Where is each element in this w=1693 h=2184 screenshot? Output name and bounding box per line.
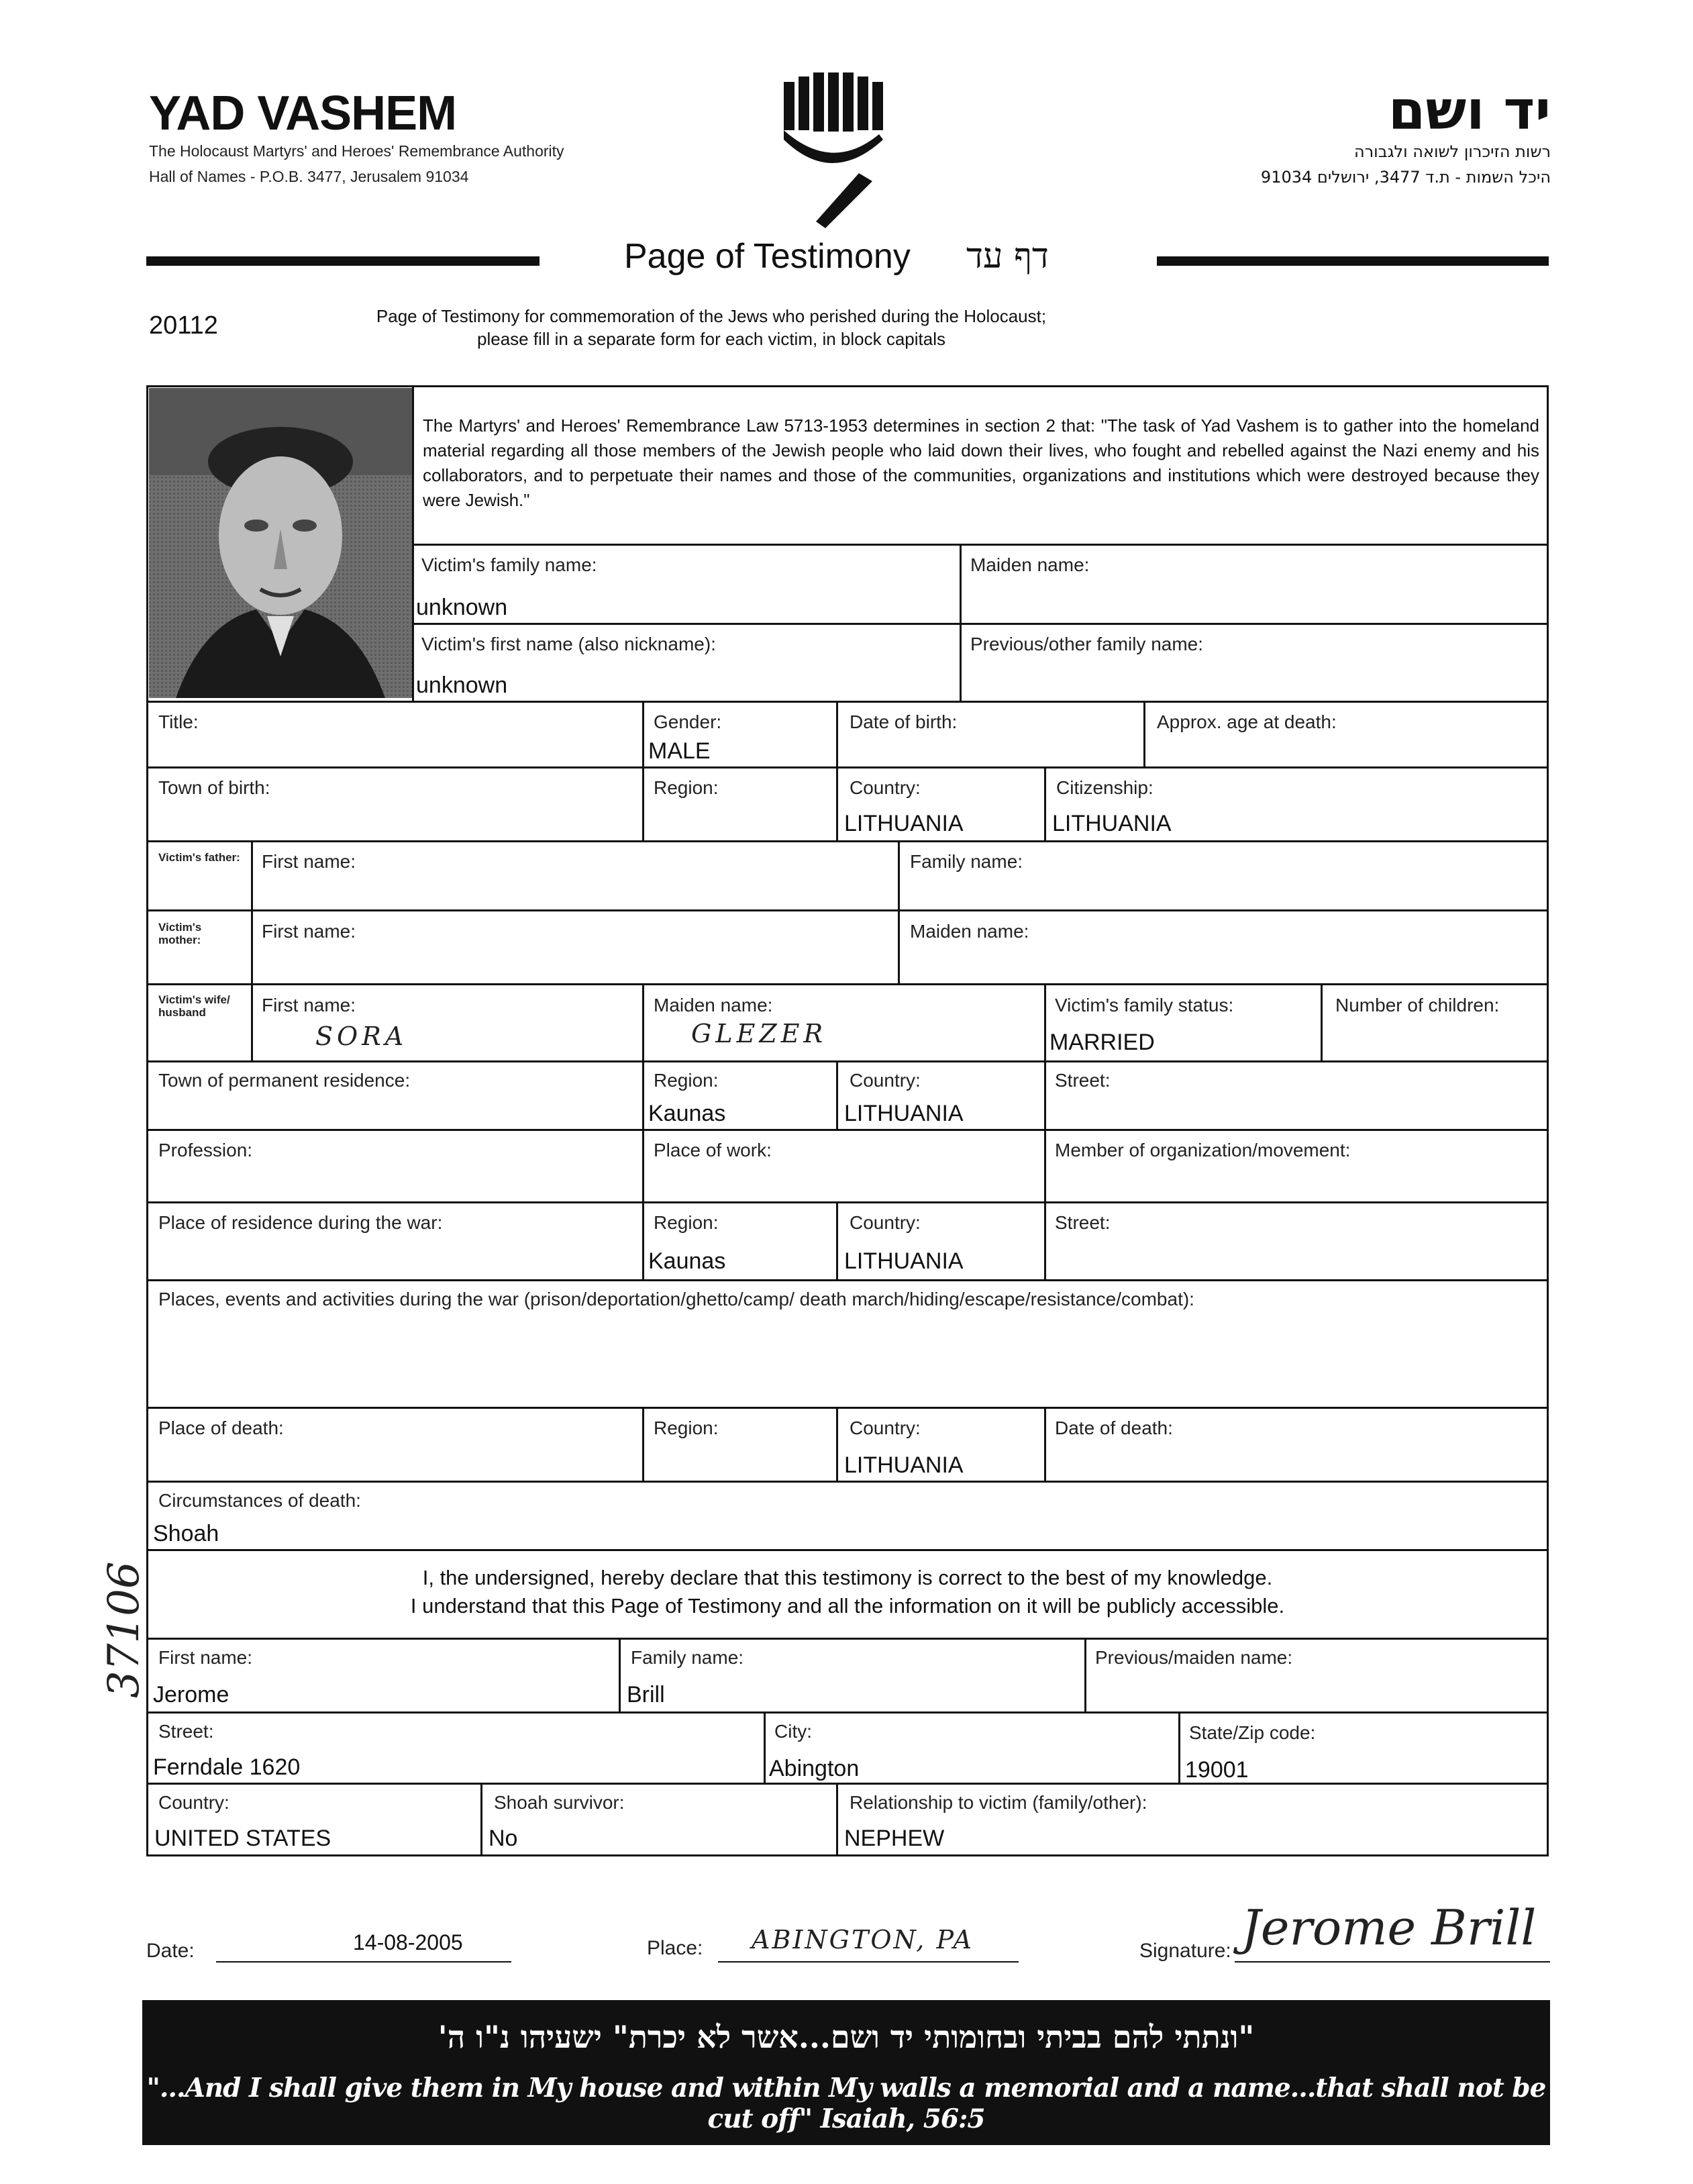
page-title: Page of Testimony [624, 237, 911, 276]
rule [1044, 1407, 1046, 1481]
footer-banner [142, 2000, 1550, 2145]
org-subtitle: The Holocaust Martyrs' and Heroes' Remembrance Authority [149, 142, 564, 160]
victim-photo [149, 388, 412, 698]
title-label: Title: [158, 711, 199, 732]
rule [146, 1638, 1549, 1640]
survivor-value: No [489, 1826, 518, 1851]
rule [1143, 701, 1145, 766]
victim-maiden-name-label: Maiden name: [970, 554, 1090, 575]
rule [412, 544, 1549, 546]
rule [146, 1279, 1549, 1281]
footer-english-quote: "...And I shall give them in My house and within My walls a memorial and a name...that shall not be cut off" Isaiah, 56:5 [146, 2073, 1546, 2134]
birth-country-label: Country: [850, 777, 921, 798]
header-rule-right [1157, 256, 1549, 266]
rule [642, 701, 644, 842]
rule [836, 701, 838, 842]
yad-vashem-logo [778, 72, 899, 234]
rule [146, 1783, 1549, 1785]
spouse-maiden-label: Maiden name: [654, 995, 773, 1015]
rule [146, 909, 1549, 911]
submitter-city-label: City: [774, 1721, 812, 1742]
rule [412, 385, 414, 701]
submitter-city: Abington [769, 1756, 860, 1781]
profession-label: Profession: [158, 1140, 253, 1160]
mother-side-label: Victim's mother: [158, 921, 202, 946]
date-label: Date: [146, 1940, 195, 1962]
rule [1084, 1638, 1086, 1711]
war-residence-label: Place of residence during the war: [158, 1212, 443, 1233]
war-country: LITHUANIA [844, 1248, 964, 1274]
victim-family-name-label: Victim's family name: [421, 554, 597, 575]
rule [480, 1783, 482, 1856]
birth-region-label: Region: [654, 777, 719, 798]
death-country-label: Country: [850, 1418, 921, 1438]
submitter-first-label: First name: [158, 1647, 253, 1668]
rule [642, 1407, 644, 1481]
residence-street-label: Street: [1055, 1070, 1111, 1091]
rule [960, 544, 962, 701]
rule [1044, 983, 1046, 1201]
children-label: Number of children: [1335, 995, 1500, 1015]
org-address: Hall of Names - P.O.B. 3477, Jerusalem 91034 [149, 168, 469, 185]
org-address-hebrew: היכל השמות - ת.ד 3477, ירושלים 91034 [1260, 168, 1551, 187]
citizenship-label: Citizenship: [1056, 777, 1153, 798]
age-label: Approx. age at death: [1157, 711, 1337, 732]
rule [146, 1201, 1549, 1203]
residence-region: Kaunas [648, 1101, 726, 1126]
submitter-country: UNITED STATES [154, 1826, 331, 1851]
family-status-label: Victim's family status: [1055, 995, 1234, 1015]
death-place-label: Place of death: [158, 1418, 284, 1438]
death-circumstances: Shoah [153, 1521, 219, 1546]
rule [836, 1783, 838, 1856]
residence-country-label: Country: [850, 1070, 921, 1091]
declaration-line-2: I understand that this Page of Testimony and all the information on it will be publicly accessible. [410, 1594, 1285, 1618]
submitter-family-label: Family name: [631, 1647, 744, 1668]
rule [146, 701, 1549, 703]
rule [146, 1060, 1549, 1062]
workplace-label: Place of work: [654, 1140, 772, 1160]
rule [1321, 983, 1323, 1060]
signature-underline [1235, 1961, 1550, 1963]
rule [642, 983, 644, 1201]
survivor-label: Shoah survivor: [494, 1792, 625, 1813]
gender-label: Gender: [654, 711, 722, 732]
date-underline [216, 1961, 511, 1963]
rule [146, 1407, 1549, 1409]
war-events-label: Places, events and activities during the war (prison/deportation/ghetto/camp/ death march/hiding/escape/resistance/combat): [158, 1289, 1194, 1309]
date-value: 14-08-2005 [353, 1930, 463, 1954]
submitter-family-name: Brill [627, 1682, 665, 1707]
war-region-label: Region: [654, 1212, 719, 1233]
margin-number: 37106 [99, 1561, 149, 1698]
rule [1044, 1201, 1046, 1279]
signature: Jerome Brill [1241, 1899, 1537, 1956]
death-region-label: Region: [654, 1418, 719, 1438]
submitter-prev-label: Previous/maiden name: [1095, 1647, 1293, 1668]
mother-first-label: First name: [262, 921, 356, 942]
residence-town-label: Town of permanent residence: [158, 1070, 411, 1091]
town-birth-label: Town of birth: [158, 777, 270, 798]
record-id: 20112 [149, 311, 218, 340]
death-date-label: Date of death: [1055, 1418, 1173, 1438]
spouse-first-name: SORA [315, 1022, 408, 1051]
submitter-first-name: Jerome [153, 1682, 229, 1707]
father-family-label: Family name: [910, 851, 1023, 872]
rule [836, 1407, 838, 1481]
rule [146, 840, 1549, 842]
rule [251, 840, 253, 1060]
signature-label: Signature: [1139, 1940, 1231, 1962]
relationship-label: Relationship to victim (family/other): [850, 1792, 1147, 1813]
org-subtitle-hebrew: רשות הזיכרון לשואה ולגבורה [1353, 142, 1551, 161]
war-country-label: Country: [850, 1212, 921, 1233]
dob-label: Date of birth: [850, 711, 958, 732]
rule [619, 1638, 621, 1711]
death-country: LITHUANIA [844, 1452, 964, 1478]
rule [1178, 1711, 1180, 1783]
submitter-zip-label: State/Zip code: [1189, 1722, 1316, 1743]
place-label: Place: [647, 1937, 703, 1959]
death-circumstances-label: Circumstances of death: [158, 1490, 361, 1511]
mother-maiden-label: Maiden name: [910, 921, 1029, 942]
victim-first-name-label: Victim's first name (also nickname): [421, 634, 716, 654]
victim-family-name: unknown [416, 595, 508, 620]
spouse-side-label: Victim's wife/ husband [158, 993, 230, 1019]
rule [146, 1129, 1549, 1131]
place-value: ABINGTON, PA [752, 1925, 974, 1954]
gender-value: MALE [648, 738, 711, 764]
intro-text: Page of Testimony for commemoration of the Jews who perished during the Holocaust; please fill in a separate form for each victim, in block capitals [376, 306, 1047, 349]
membership-label: Member of organization/movement: [1055, 1140, 1351, 1160]
footer-hebrew-quote: "ונתתי להם בביתי ובחומותי יד ושם...אשר לא יכרת" ישעיהו נ"ו ה' [438, 2019, 1255, 2055]
rule [146, 983, 1549, 985]
rule [764, 1711, 766, 1783]
header-rule-left [146, 256, 540, 266]
submitter-country-label: Country: [158, 1792, 229, 1813]
war-region: Kaunas [648, 1248, 726, 1274]
family-status: MARRIED [1049, 1030, 1155, 1055]
rule [146, 766, 1549, 768]
rule [412, 623, 1549, 625]
residence-region-label: Region: [654, 1070, 719, 1091]
submitter-street-label: Street: [158, 1721, 214, 1742]
war-street-label: Street: [1055, 1212, 1111, 1233]
relationship-value: NEPHEW [844, 1826, 945, 1851]
org-title-hebrew: יד ושם [1388, 79, 1551, 142]
rule [1044, 766, 1046, 840]
submitter-zip: 19001 [1185, 1757, 1249, 1783]
rule [642, 1201, 644, 1279]
residence-country: LITHUANIA [844, 1101, 964, 1126]
father-side-label: Victim's father: [158, 851, 240, 864]
father-first-label: First name: [262, 851, 356, 872]
place-underline [718, 1961, 1019, 1963]
submitter-street: Ferndale 1620 [153, 1754, 301, 1780]
victim-first-name: unknown [416, 673, 508, 698]
rule [836, 1201, 838, 1279]
rule [146, 1549, 1549, 1551]
page-title-hebrew: דף עד [966, 236, 1049, 277]
spouse-maiden-name: GLEZER [691, 1019, 827, 1048]
declaration-line-1: I, the undersigned, hereby declare that this testimony is correct to the best of my knowledge. [422, 1566, 1273, 1589]
rule [146, 1481, 1549, 1483]
org-title: YAD VASHEM [149, 87, 457, 140]
rule [836, 1060, 838, 1129]
spouse-first-label: First name: [262, 995, 356, 1015]
citizenship: LITHUANIA [1052, 811, 1172, 836]
rule [146, 1711, 1549, 1714]
rule [898, 840, 900, 983]
birth-country: LITHUANIA [844, 811, 964, 836]
law-text: The Martyrs' and Heroes' Remembrance Law 5713-1953 determines in section 2 that: "The task of Yad Vashem is to gather into the homeland material regarding all those members of the Jewish people who laid down their lives, who fought and rebelled against the Nazi enemy and his collaborators, and to perpetuate their names and those of the communities, organizations and institutions which were destroyed because they were Jewish." [423, 415, 1539, 510]
victim-prev-family-label: Previous/other family name: [970, 634, 1204, 654]
